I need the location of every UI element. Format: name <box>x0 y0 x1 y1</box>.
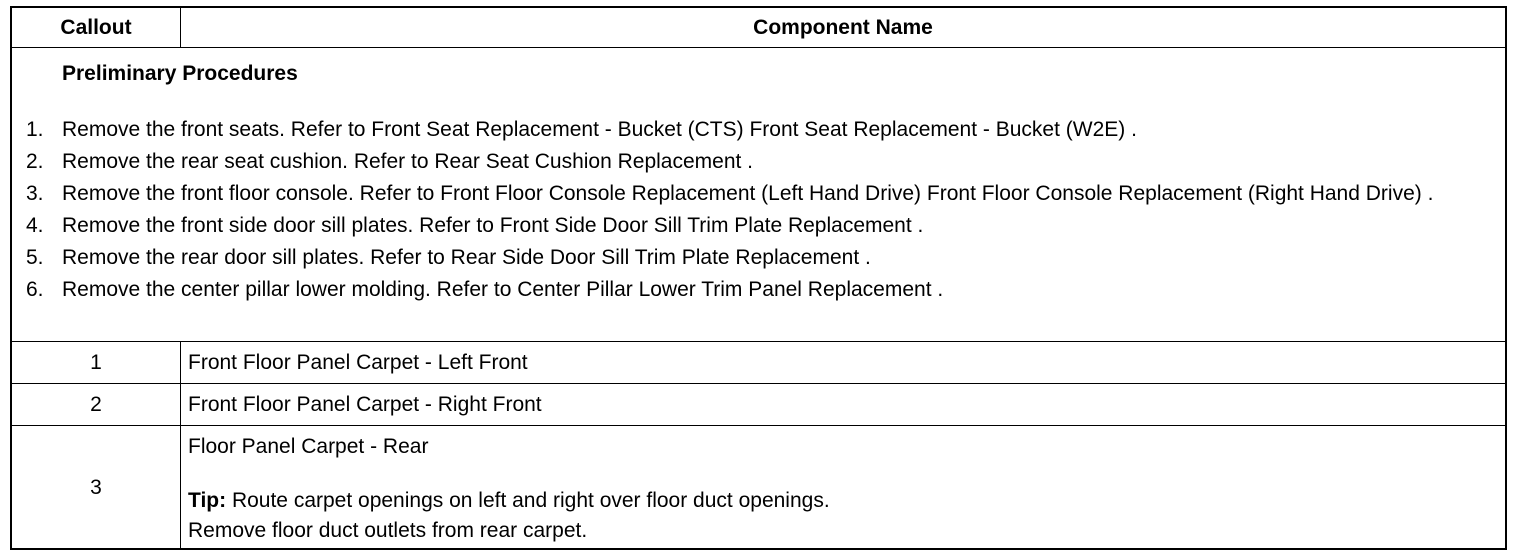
table-row <box>12 426 1505 550</box>
component-name-column-header: Component Name <box>753 15 933 39</box>
procedure-step <box>26 114 1485 146</box>
step-text: Remove the rear seat cushion. Refer to Rear Seat Cushion Replacement . <box>62 150 754 173</box>
step-text: Remove the front side door sill plates. Refer to Front Side Door Sill Trim Plate Replacement . <box>62 214 924 237</box>
step-number: 2. <box>26 150 44 173</box>
table-row <box>12 342 1505 384</box>
callout-cell: 1 <box>12 342 181 383</box>
procedure-step <box>26 146 1485 178</box>
step-text: Remove the center pillar lower molding. Refer to Center Pillar Lower Trim Panel Replacement . <box>62 278 944 301</box>
callout-cell: 2 <box>12 384 181 425</box>
preliminary-procedures-title: Preliminary Procedures <box>62 62 298 85</box>
step-number: 1. <box>26 118 44 141</box>
table-row <box>12 384 1505 426</box>
procedure-step <box>26 210 1485 242</box>
step-number: 4. <box>26 214 44 237</box>
component-name-cell: Front Floor Panel Carpet - Right Front <box>188 392 542 416</box>
step-text: Remove the front floor console. Refer to Front Floor Console Replacement (Left Hand Drive) Front Floor Console Replacement (Right Hand Drive) . <box>62 182 1434 205</box>
component-table <box>10 6 1507 550</box>
step-text: Remove the rear door sill plates. Refer to Rear Side Door Sill Trim Plate Replacement . <box>62 246 871 269</box>
procedure-step <box>26 178 1485 210</box>
tip-text-line-2: Remove floor duct outlets from rear carpet. <box>188 519 588 542</box>
step-number: 5. <box>26 246 44 269</box>
component-name-cell <box>188 426 1495 550</box>
tip-text-line-1: Route carpet openings on left and right over floor duct openings. <box>226 489 830 512</box>
step-number: 3. <box>26 182 44 205</box>
step-text: Remove the front seats. Refer to Front Seat Replacement - Bucket (CTS) Front Seat Replacement - Bucket (W2E) . <box>62 118 1137 141</box>
step-number: 6. <box>26 278 44 301</box>
procedure-step <box>26 274 1485 306</box>
callout-column-header: Callout <box>12 8 181 47</box>
table-header-row <box>12 8 1505 48</box>
procedure-step <box>26 242 1485 274</box>
component-name: Floor Panel Carpet - Rear <box>188 435 429 458</box>
tip-label: Tip: <box>188 489 227 512</box>
callout-cell: 3 <box>12 426 181 550</box>
preliminary-procedures-row <box>12 48 1505 342</box>
tip-note <box>188 486 830 546</box>
component-name-cell: Front Floor Panel Carpet - Left Front <box>188 350 528 374</box>
procedure-steps-list <box>26 114 1485 306</box>
